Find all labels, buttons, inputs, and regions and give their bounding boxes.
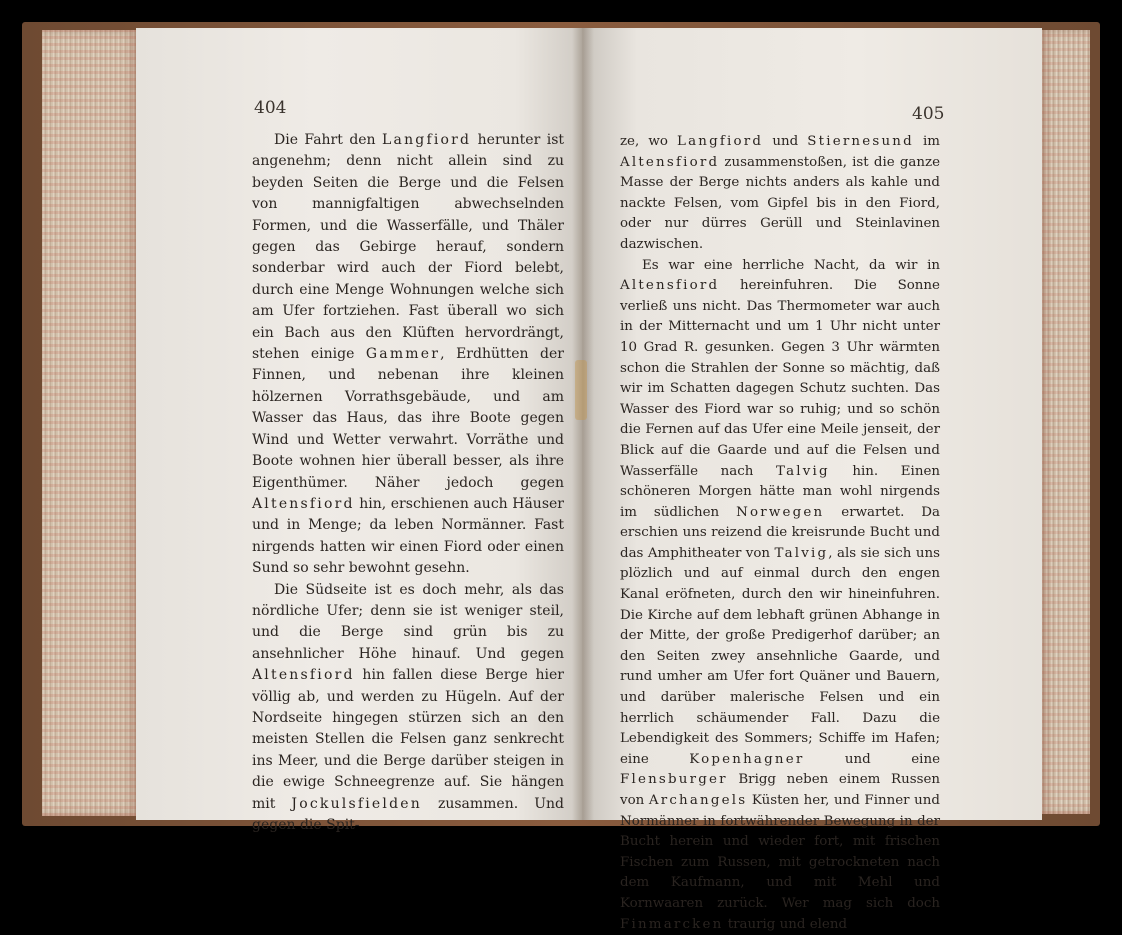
left-page-stack [42,30,138,816]
spaced-name: Finmarcken [620,916,724,932]
spaced-name: Altensfiord [620,154,720,170]
spaced-name: Talvig [774,545,829,561]
spaced-name: Jockulsfielden [291,795,422,812]
spaced-name: Stiernesund [807,134,914,149]
right-page-number: 405 [912,104,945,124]
left-page-text [252,130,564,836]
spaced-name: Talvig [776,463,830,479]
spaced-name: Altensfiord [620,278,720,294]
text-run: ze, wo [620,134,678,149]
text-run: , Erdhütten der Finnen, und nebenan ihre kleinen hölzernen Vorrathsgebäude, und am Wasser das Haus, das ihre Boote gegen Wind und Wetter verwahrt. Vorräthe und Boote wohnen hier überall besser, als ihre Eigenthümer. Näher jedoch gegen [252,346,564,491]
left-page [136,28,582,833]
spaced-name: Norwegen [736,504,825,520]
text-run: und eine [804,751,941,767]
text-run: und [763,134,808,149]
left-page-number: 404 [254,98,287,118]
right-page-stack [1040,30,1090,814]
spaced-name: Archangels [648,793,748,808]
spaced-name: Kopenhagner [689,751,805,767]
paragraph [252,580,564,837]
right-page-text [620,132,940,935]
gutter-stain [575,360,587,420]
spaced-name: Altensfiord [252,667,355,684]
text-run: hin, erschienen auch Häuser und in Menge; da leben Normänner. Fast nirgends hatten wir einen Fiord oder einen Sund so sehr bewohnt gesehn. [252,495,564,577]
text-run: hereinfuhren. Die Sonne verließ uns nicht. Das Thermometer war auch in der Mitternacht und um 1 Uhr nicht unter 10 Grad R. gesunken. Gegen 3 Uhr wärmten schon die Strahlen der Sonne so mächtig, daß wir im Schatten dagegen Schutz suchten. Das Wasser des Fiord war so ruhig; und so schön die Fernen auf das Ufer eine Meile jenseit, der Blick auf die Gaarde und auf die Felsen und Wasserfälle nach [620,278,940,479]
text-run: , als sie sich uns plözlich und auf einmal durch den engen Kanal eröfneten, durch den wir hineinfuhren. Die Kirche auf dem lebhaft grünen Abhange in der Mitte, der große Predigerhof darüber; an den Seiten zwey ansehnliche Gaarde, und rund umher am Ufer fort Quäner und Bauern, und darüber malerische Felsen und ein herrlich schäumender Fall. Dazu die Lebendigkeit des Sommers; Schiffe im Hafen; eine [620,545,940,767]
text-run: herunter ist angenehm; denn nicht allein sind zu beyden Seiten die Berge und die Felsen von mannigfaltigen abwechselnden Formen, und die Wasserfälle, und Thäler gegen das Gebirge herauf, sondern sonderbar wird auch der Fiord belebt, durch eine Menge Wohnungen welche sich am Ufer fortziehen. Fast überall wo sich ein Bach aus den Klüften hervordrängt, stehen einige [252,132,565,363]
spaced-name: Langfiord [677,134,764,149]
text-run: hin fallen diese Berge hier völlig ab, und werden zu Hügeln. Auf der Nordseite hingegen stürzen sich an den meisten Stellen die Felsen ganz senkrecht ins Meer, und die Berge darüber steigen in die ewige Schneegrenze auf. Sie hängen mit [252,667,564,812]
text-run: Küsten her, und Finner und Normänner in fortwährender Bewegung in der Bucht herein und wieder fort, mit frischen Fischen zum Russen, mit getrockneten nach dem Kaufmann, und mit Mehl und Kornwaaren zurück. Wer mag sich doch [620,793,940,911]
paragraph [620,132,940,256]
paragraph [252,130,564,580]
text-run: zusammenstoßen, ist die ganze Masse der Berge nichts anders als kahle und nackte Felsen, vom Gipfel bis in den Fiord, oder nur dürres Gerüll und Steinlavinen dazwischen. [620,154,940,252]
text-run: zusammen. Und gegen die Spit- [252,795,564,833]
spaced-name: Langfiord [382,132,472,148]
right-page [582,28,1042,932]
text-run: im [913,134,940,149]
text-run: Es war eine herrliche Nacht, da wir in [642,257,940,273]
text-run: erwartet. Da erschien uns reizend die kreisrunde Bucht und das Amphitheater von [620,504,940,561]
spaced-name: Flensburger [620,772,728,788]
text-run: Die Südseite ist es doch mehr, als das nördliche Ufer; denn sie ist weniger steil, und die Berge sind grün bis zu ansehnlicher Höhe hinauf. Und gegen [252,581,564,662]
text-run: traurig und elend [723,916,848,932]
text-run: Brigg neben einem Russen von [620,772,940,808]
book-gutter [572,28,594,820]
paragraph [620,256,940,935]
spaced-name: Gammer [365,346,441,363]
text-run: hin. Einen schöneren Morgen hätte man wohl nirgends im südlichen [620,463,941,520]
text-run: Die Fahrt den [274,132,383,148]
spaced-name: Altensfiord [252,495,355,512]
